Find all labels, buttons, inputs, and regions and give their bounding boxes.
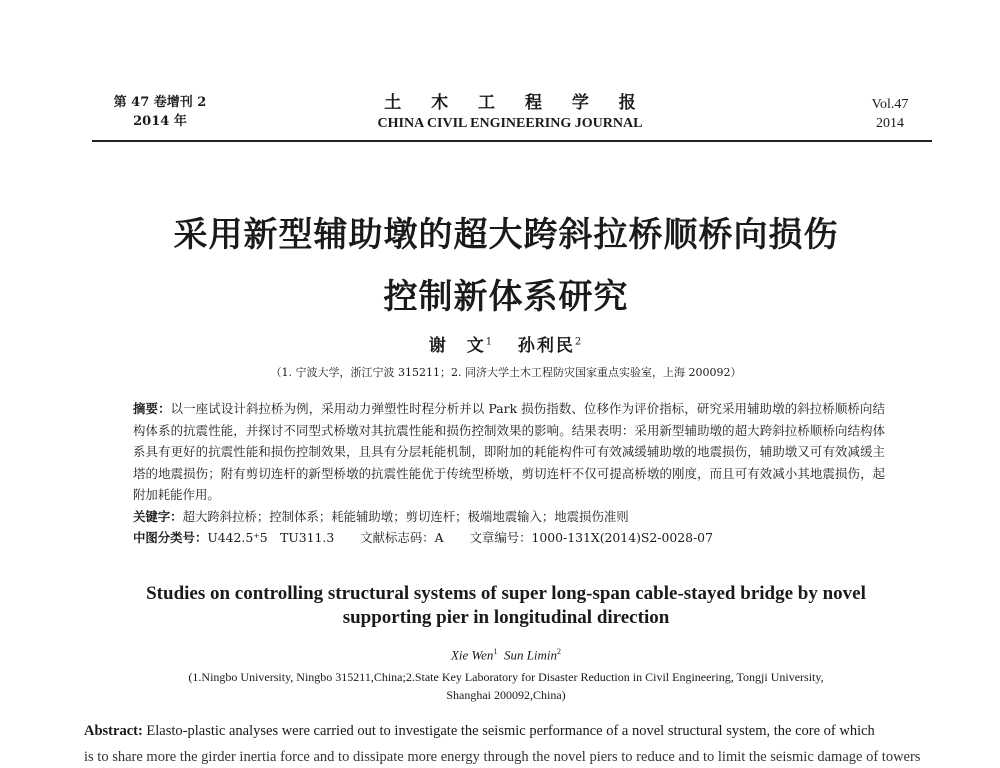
classification-cn (133, 527, 885, 549)
authors-en (100, 647, 912, 663)
keywords-cn-label: 关键字： (133, 508, 183, 524)
clc-label: 中图分类号： (133, 530, 208, 545)
journal-name-block (340, 92, 680, 134)
year-en: 2014 (876, 116, 904, 131)
abstract-en (84, 720, 944, 742)
author1-cn: 谢 文 (428, 336, 486, 356)
journal-name-en: CHINA CIVIL ENGINEERING JOURNAL (377, 116, 643, 131)
affiliation-cn: （1. 宁波大学，浙江宁波 315211；2. 同济大学土木工程防灾国家重点实验室，上海 200092） (270, 366, 742, 379)
affiliation-en-line1: (1.Ningbo University, Ningbo 315211,China;2.State Key Laboratory for Disaster Reduction in Civil Engineering, Tongji University, (188, 670, 824, 684)
abstract-cn-label: 摘要： (133, 401, 171, 416)
article-no-label: 文章编号： (469, 530, 532, 545)
clc-value: U442.5⁺5 TU311.3 (207, 530, 335, 545)
title-en-line1: Studies on controlling structural systems of super long-span cable-stayed bridge by novel (146, 583, 866, 604)
affiliation-en (120, 668, 892, 704)
author2-cn: 孙利民 (517, 336, 575, 356)
abstract-en-label: Abstract: (84, 723, 143, 739)
author1-cn-sup: 1 (485, 336, 495, 348)
abstract-en-cut-line: is to share more the girder inertia force and to dissipate more energy through the novel piers to reduce and to limit the seismic damage of towers (84, 749, 921, 765)
title-cn-line2: 控制新体系研究 (383, 277, 629, 317)
abstract-en-text: Elasto-plastic analyses were carried out to investigate the seismic performance of a novel structural system, the core of which (146, 723, 875, 739)
abstract-cn-block (133, 398, 885, 549)
keywords-cn-text: 超大跨斜拉桥；控制体系；耗能辅助墩；剪切连杆；极端地震输入；地震损伤准则 (182, 508, 629, 524)
volume-en: Vol.47 (871, 97, 909, 112)
doc-code-value: A (434, 530, 444, 545)
journal-name-cn: 土 木 工 程 学 报 (384, 93, 648, 113)
volume-cn: 第 47 卷增刊 2 (113, 95, 207, 110)
header-volume-block (100, 93, 220, 131)
paper-title-en (100, 582, 912, 630)
author2-en-sup: 2 (557, 647, 562, 656)
header-volume-en-block (850, 95, 930, 133)
title-cn-line1: 采用新型辅助墩的超大跨斜拉桥顺桥向损伤 (173, 215, 839, 255)
doc-code-label: 文献标志码： (360, 530, 435, 545)
header-divider (92, 140, 932, 142)
affiliation-en-line2: Shanghai 200092,China) (446, 688, 566, 702)
author2-en: Sun Limin (503, 647, 558, 663)
paper-title-cn (100, 204, 912, 328)
year-cn: 2014 年 (133, 114, 187, 129)
abstract-cn-text: 以一座试设计斜拉桥为例，采用动力弹塑性时程分析并以 Park 损伤指数、位移作为评价指标，研究采用辅助墩的斜拉桥顺桥向结构体系的抗震性能，并探讨不同型式桥墩对其抗震性能和损伤控制效果的影响。结果表明：采用新型辅助墩的超大跨斜拉桥顺桥向结构体系具有更好的抗震性能和损伤控制效果，且具有分层耗能机制，即附加的耗能构件可有效减缓辅助墩的地震损伤，辅助墩又可有效减缓主塔的地震损伤；附有剪切连杆的新型桥墩的抗震性能优于传统型桥墩，剪切连杆不仅可提高桥墩的刚度，而且可有效减小其地震损伤，起附加耗能作用。 (133, 401, 885, 502)
keywords-cn (133, 506, 885, 528)
abstract-cn (133, 398, 885, 506)
article-no-value: 1000-131X(2014)S2-0028-07 (531, 530, 713, 545)
author1-en-sup: 1 (493, 647, 498, 656)
author2-cn-sup: 2 (574, 336, 584, 348)
authors-cn (100, 331, 912, 356)
title-en-line2: supporting pier in longitudinal direction (342, 607, 670, 628)
author1-en: Xie Wen (450, 647, 494, 663)
